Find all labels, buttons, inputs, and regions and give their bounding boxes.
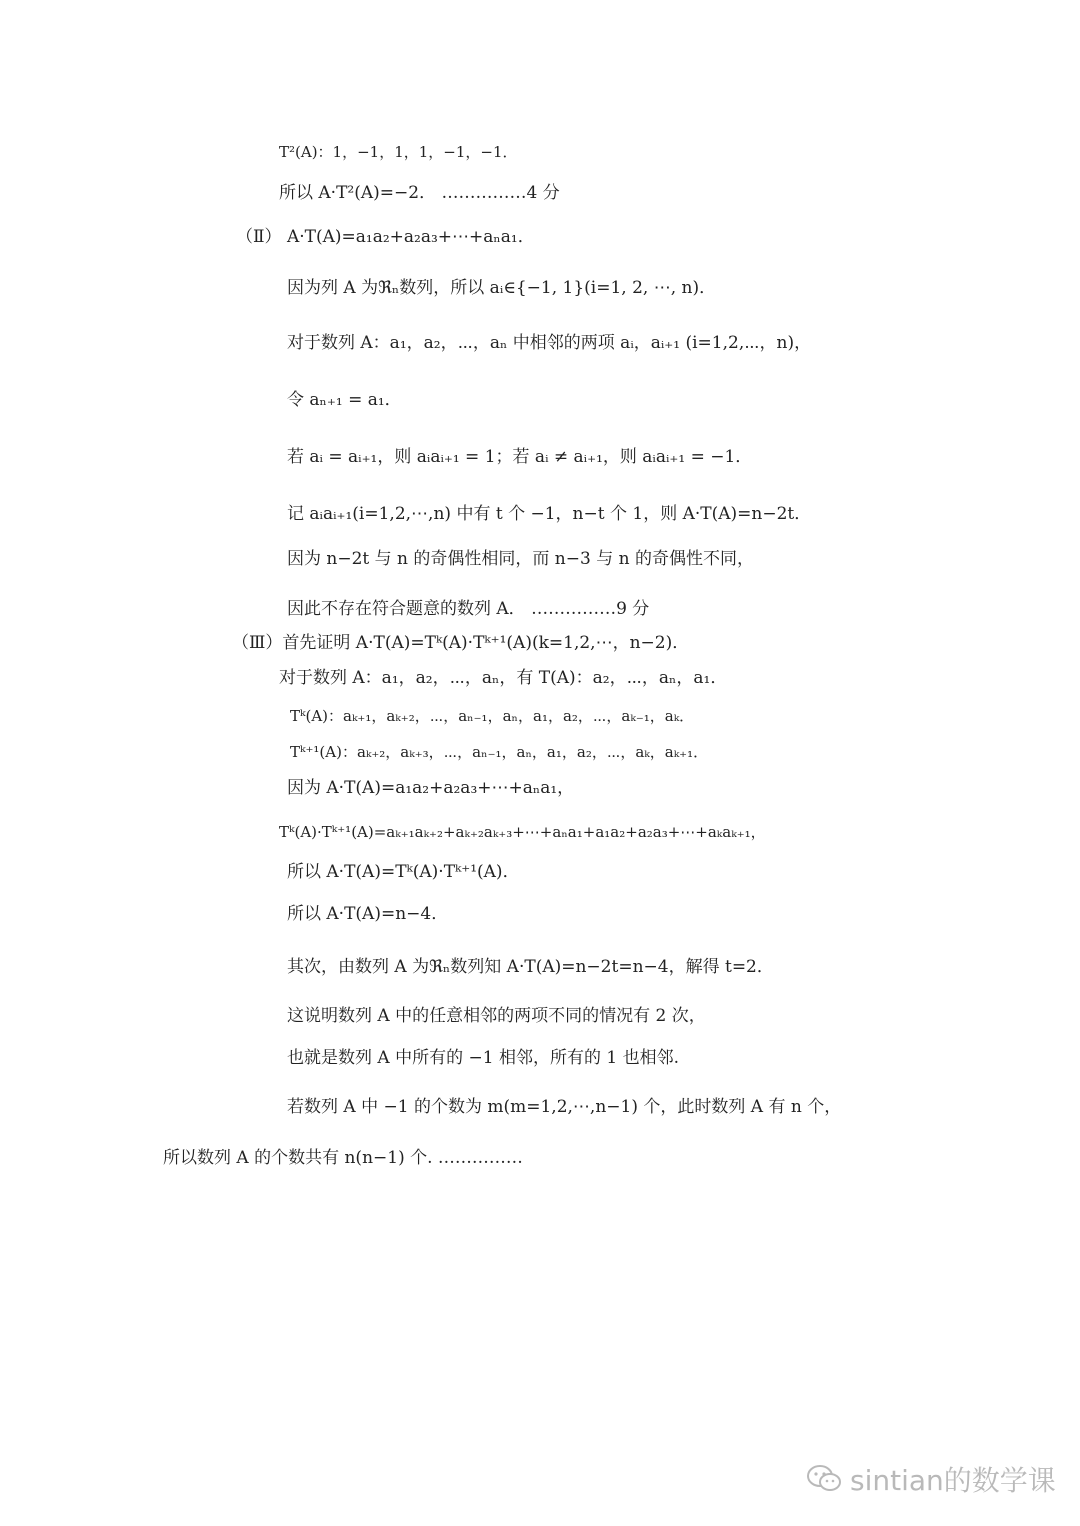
text-line: 记 aᵢaᵢ₊₁(i=1,2,⋯,n) 中有 t 个 −1，n−t 个 1，则 A·T(A)=n−2t． [287, 504, 812, 524]
text-line: Tᵏ⁺¹(A)：aₖ₊₂，aₖ₊₃，⋯，aₙ₋₁，aₙ，a₁，a₂，⋯，aₖ，aₖ₊₁． [290, 743, 709, 761]
watermark-text: sintian的数学课 [850, 1464, 1056, 1497]
text-line: 因此不存在符合题意的数列 A． ……………9 分 [287, 599, 650, 619]
text-line: 这说明数列 A 中的任意相邻的两项不同的情况有 2 次， [287, 1006, 706, 1026]
text-line: 也就是数列 A 中所有的 −1 相邻，所有的 1 也相邻. [287, 1048, 679, 1068]
text-line: 所以数列 A 的个数共有 n(n−1) 个. …………… [163, 1148, 523, 1168]
text-line: 因为 A·T(A)=a₁a₂+a₂a₃+⋯+aₙa₁， [287, 778, 575, 798]
text-line: 因为 n−2t 与 n 的奇偶性相同，而 n−3 与 n 的奇偶性不同， [287, 549, 754, 569]
text-line: 所以 A·T(A)=n−4． [287, 904, 449, 924]
text-line: 所以 A·T²(A)=−2． ……………4 分 [279, 183, 560, 203]
text-line: 所以 A·T(A)=Tᵏ(A)·Tᵏ⁺¹(A)． [287, 862, 520, 882]
watermark [806, 1457, 1056, 1501]
text-line: Tᵏ(A)·Tᵏ⁺¹(A)=aₖ₊₁aₖ₊₂+aₖ₊₂aₖ₊₃+⋯+aₙa₁+a₁a₂+a₂a₃+⋯+aₖaₖ₊₁， [279, 823, 766, 841]
wechat-icon [806, 1464, 842, 1494]
text-line: 因为列 A 为ℜₙ数列，所以 aᵢ∈{−1, 1}(i=1, 2, ⋯, n)． [287, 278, 717, 298]
text-line: 对于数列 A：a₁，a₂，⋯，aₙ，有 T(A)：a₂，⋯，aₙ，a₁． [279, 668, 728, 688]
text-line: （Ⅲ）首先证明 A·T(A)=Tᵏ(A)·Tᵏ⁺¹(A)(k=1,2,⋯，n−2)． [232, 633, 690, 653]
text-line: （Ⅱ） A·T(A)=a₁a₂+a₂a₃+⋯+aₙa₁． [236, 227, 535, 247]
text-line: 其次，由数列 A 为ℜₙ数列知 A·T(A)=n−2t=n−4，解得 t=2． [287, 957, 774, 977]
text-line: 令 aₙ₊₁ = a₁． [287, 390, 402, 410]
text-line: 若数列 A 中 −1 的个数为 m(m=1,2,⋯,n−1) 个，此时数列 A 有 n 个， [287, 1097, 842, 1117]
text-line: 若 aᵢ = aᵢ₊₁，则 aᵢaᵢ₊₁ = 1；若 aᵢ ≠ aᵢ₊₁，则 aᵢaᵢ₊₁ = −1． [287, 447, 753, 467]
text-line: T²(A)：1，−1，1，1，−1，−1． [279, 143, 518, 161]
text-line: 对于数列 A：a₁，a₂，⋯，aₙ 中相邻的两项 aᵢ，aᵢ₊₁ (i=1,2,⋯，n)， [287, 333, 812, 353]
text-line: Tᵏ(A)：aₖ₊₁，aₖ₊₂，⋯，aₙ₋₁，aₙ，a₁，a₂，⋯，aₖ₋₁，aₖ． [290, 707, 695, 725]
